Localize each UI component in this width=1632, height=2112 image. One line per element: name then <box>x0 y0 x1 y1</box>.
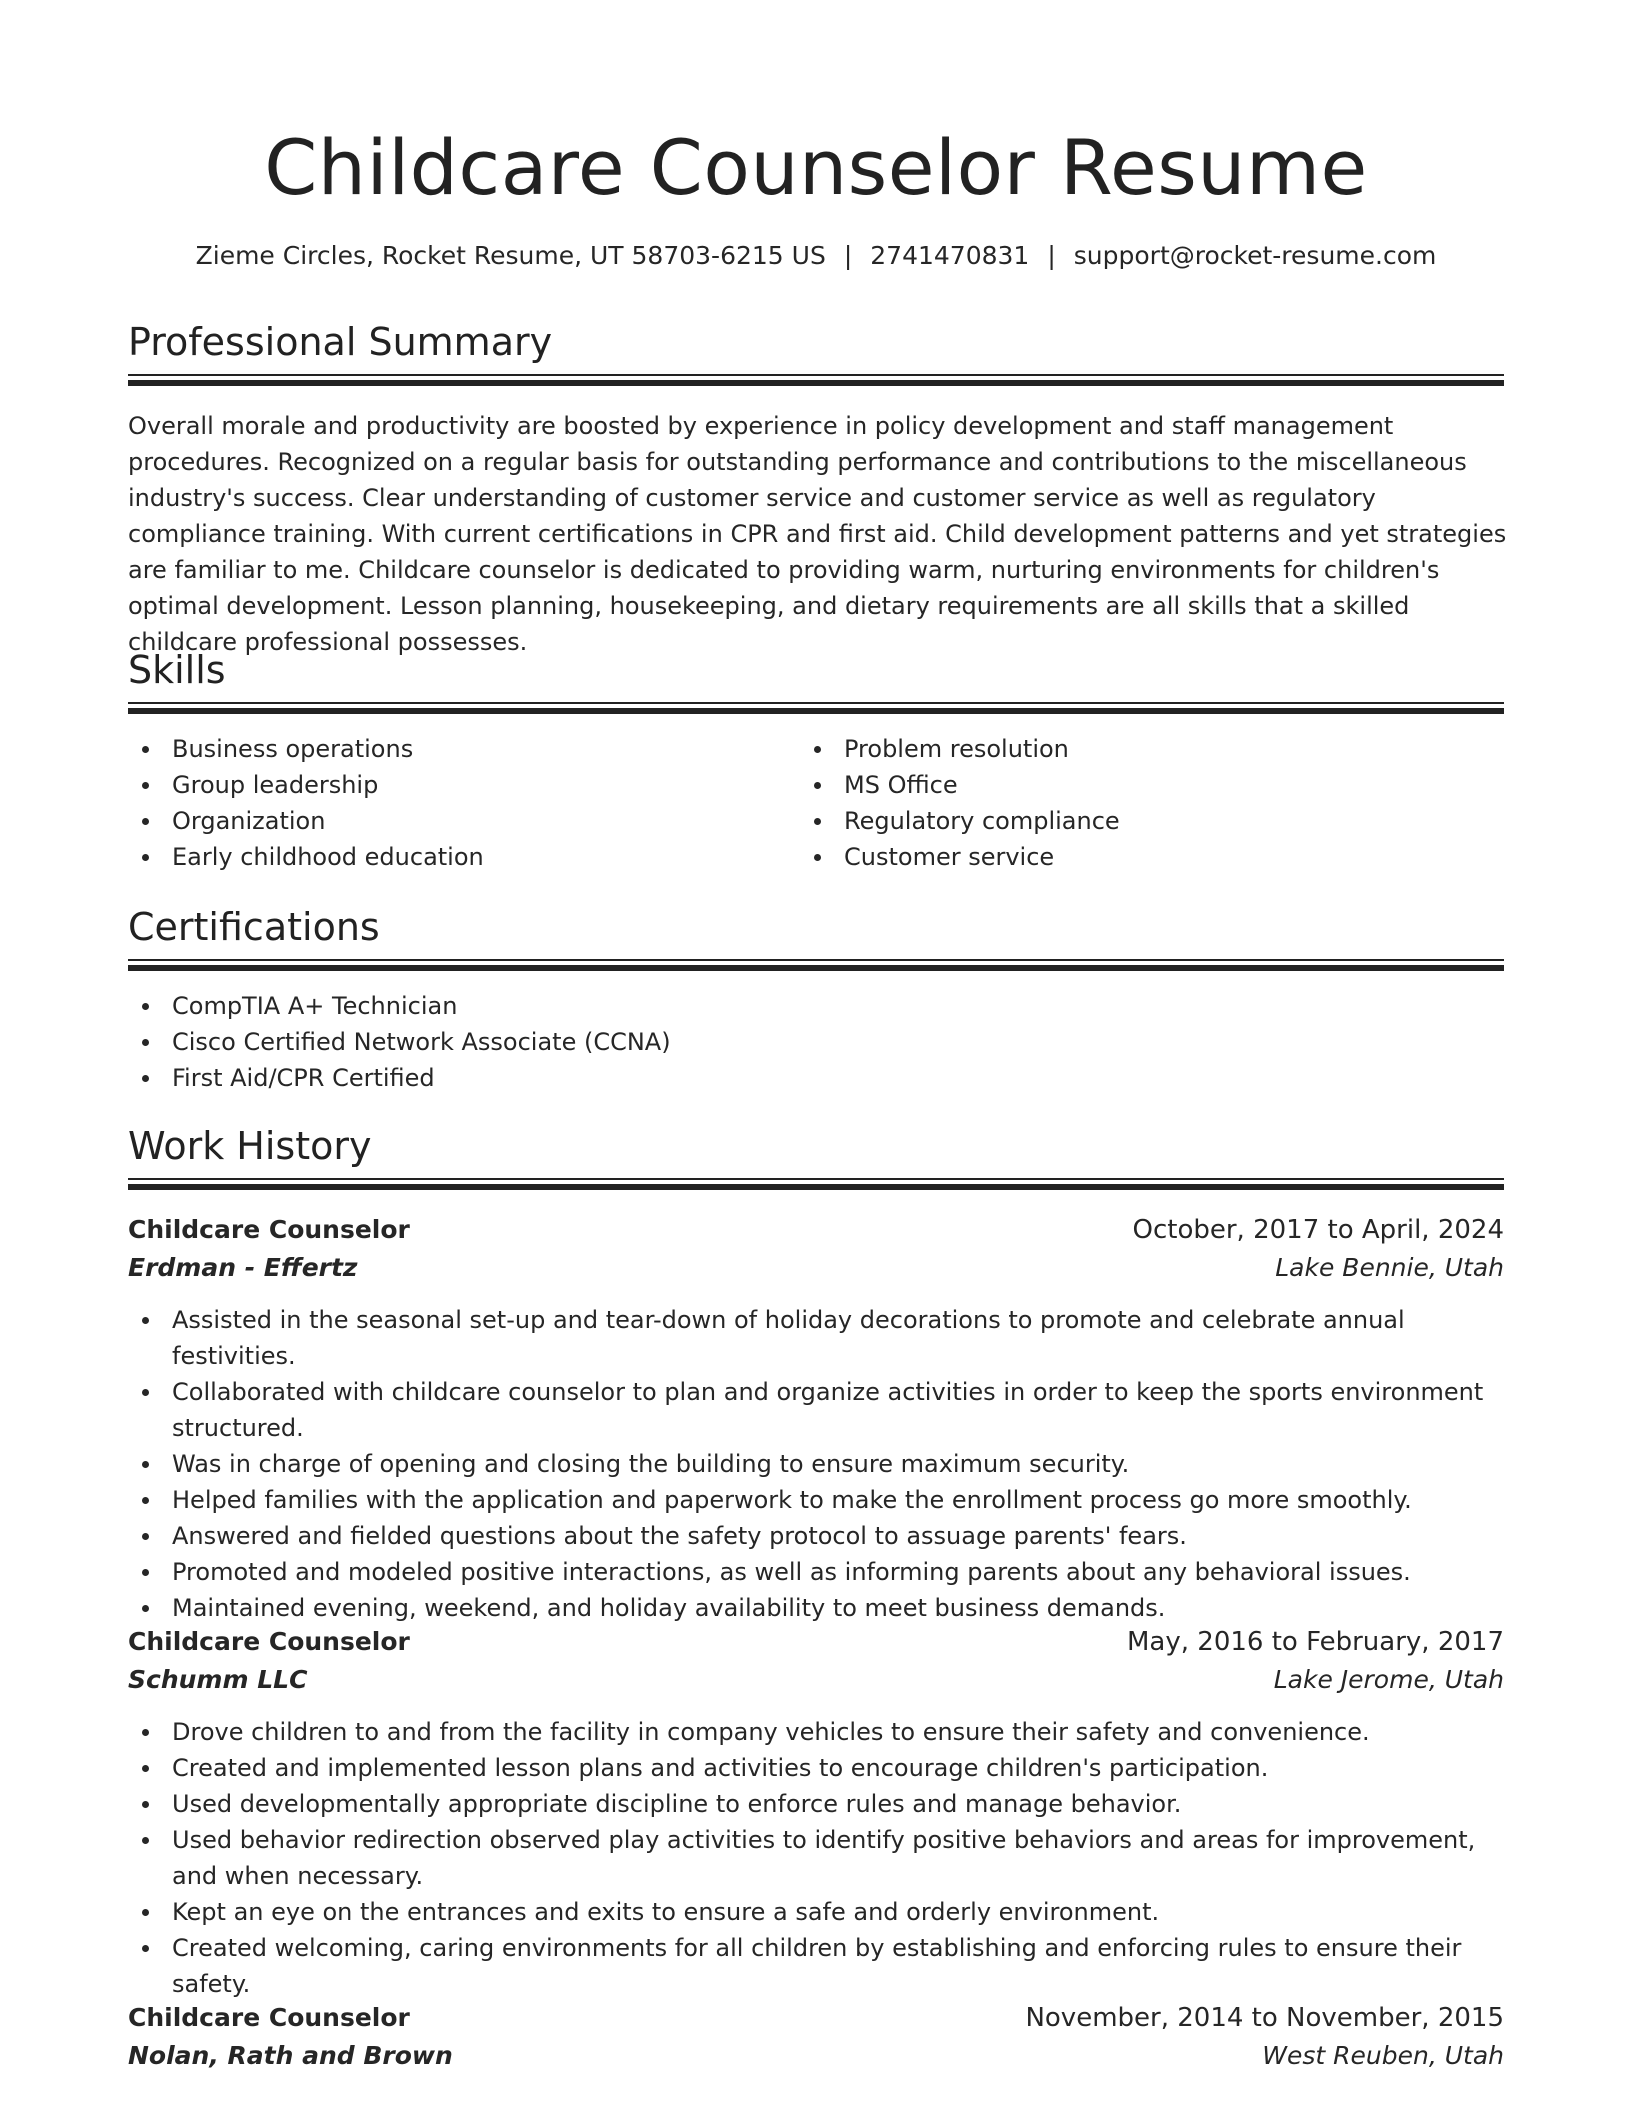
summary-text: Overall morale and productivity are boosted by experience in policy development and staff management procedures. Recognized on a regular basis for outstanding performance and contributions to the miscellaneous industry's success. Clear understanding of customer service and customer service as well as regulatory compliance training. With current certifications in CPR and first aid. Child development patterns and yet strategies are familiar to me. Childcare counselor is dedicated to providing warm, nurturing environments for children's optimal development. Lesson planning, housekeeping, and dietary requirements are all skills that a skilled childcare professional possesses. <box>128 412 1507 656</box>
job-company: Schumm LLC <box>128 1665 308 1694</box>
resume-title: Childcare Counselor Resume <box>264 123 1368 212</box>
skill-item: Business operations <box>128 731 788 767</box>
job-bullet: Created and implemented lesson plans and activities to encourage children's participation. <box>128 1750 1518 1786</box>
section-divider <box>128 708 1504 714</box>
job-dates: November, 2014 to November, 2015 <box>1025 2003 1504 2033</box>
section-heading-skills: Skills <box>128 648 226 692</box>
job-dates: October, 2017 to April, 2024 <box>1132 1215 1504 1245</box>
skill-item: Problem resolution <box>800 731 1500 767</box>
skills-list-right <box>800 731 1500 875</box>
job-bullet: Used developmentally appropriate discipline to enforce rules and manage behavior. <box>128 1786 1518 1822</box>
job-company: Erdman - Effertz <box>128 1253 358 1282</box>
section-divider <box>128 965 1504 971</box>
section-heading-work-history: Work History <box>128 1124 372 1168</box>
section-divider <box>128 702 1504 704</box>
job-bullet: Maintained evening, weekend, and holiday availability to meet business demands. <box>128 1590 1518 1626</box>
section-divider <box>128 1184 1504 1190</box>
section-divider <box>128 374 1504 376</box>
contact-phone: 2741470831 <box>870 241 1030 270</box>
job-bullets <box>128 1302 1518 1626</box>
job-bullet: Collaborated with childcare counselor to plan and organize activities in order to keep the sports environment structured. <box>128 1374 1518 1446</box>
contact-address: Zieme Circles, Rocket Resume, UT 58703-6215 US <box>195 241 826 270</box>
skill-item: Group leadership <box>128 767 788 803</box>
job-bullet: Kept an eye on the entrances and exits to ensure a safe and orderly environment. <box>128 1894 1518 1930</box>
contact-line <box>0 238 1632 274</box>
job-bullet: Was in charge of opening and closing the building to ensure maximum security. <box>128 1446 1518 1482</box>
job-dates: May, 2016 to February, 2017 <box>1127 1627 1504 1657</box>
skills-list-left <box>128 731 788 875</box>
job-bullet: Created welcoming, caring environments for all children by establishing and enforcing rules to ensure their safety. <box>128 1930 1518 2002</box>
job-location: West Reuben, Utah <box>1262 2041 1504 2070</box>
certification-item: CompTIA A+ Technician <box>128 988 1504 1024</box>
contact-separator: | <box>1047 241 1056 270</box>
job-location: Lake Bennie, Utah <box>1275 1253 1504 1282</box>
job-bullet: Drove children to and from the facility in company vehicles to ensure their safety and convenience. <box>128 1714 1518 1750</box>
section-heading-summary: Professional Summary <box>128 320 553 364</box>
certification-item: First Aid/CPR Certified <box>128 1060 1504 1096</box>
section-divider <box>128 380 1504 386</box>
section-divider <box>128 959 1504 961</box>
job-bullet: Promoted and modeled positive interactions, as well as informing parents about any behavioral issues. <box>128 1554 1518 1590</box>
job-bullet: Helped families with the application and paperwork to make the enrollment process go more smoothly. <box>128 1482 1518 1518</box>
job-title: Childcare Counselor <box>128 1627 410 1656</box>
contact-separator: | <box>843 241 853 270</box>
job-bullet: Answered and fielded questions about the safety protocol to assuage parents' fears. <box>128 1518 1518 1554</box>
job-bullet: Assisted in the seasonal set-up and tear-down of holiday decorations to promote and celebrate annual festivities. <box>128 1302 1518 1374</box>
skill-item: Customer service <box>800 839 1500 875</box>
certification-item: Cisco Certified Network Associate (CCNA) <box>128 1024 1504 1060</box>
job-location: Lake Jerome, Utah <box>1273 1665 1504 1694</box>
job-company: Nolan, Rath and Brown <box>128 2041 453 2070</box>
certifications-list <box>128 988 1504 1096</box>
job-title: Childcare Counselor <box>128 2003 410 2032</box>
skill-item: Early childhood education <box>128 839 788 875</box>
job-bullet: Used behavior redirection observed play activities to identify positive behaviors and areas for improvement, and when necessary. <box>128 1822 1518 1894</box>
job-bullets <box>128 1714 1518 2002</box>
section-divider <box>128 1178 1504 1180</box>
section-heading-certifications: Certifications <box>128 905 380 949</box>
job-title: Childcare Counselor <box>128 1215 410 1244</box>
skill-item: Organization <box>128 803 788 839</box>
contact-email: support@rocket-resume.com <box>1073 241 1437 270</box>
skill-item: MS Office <box>800 767 1500 803</box>
skill-item: Regulatory compliance <box>800 803 1500 839</box>
